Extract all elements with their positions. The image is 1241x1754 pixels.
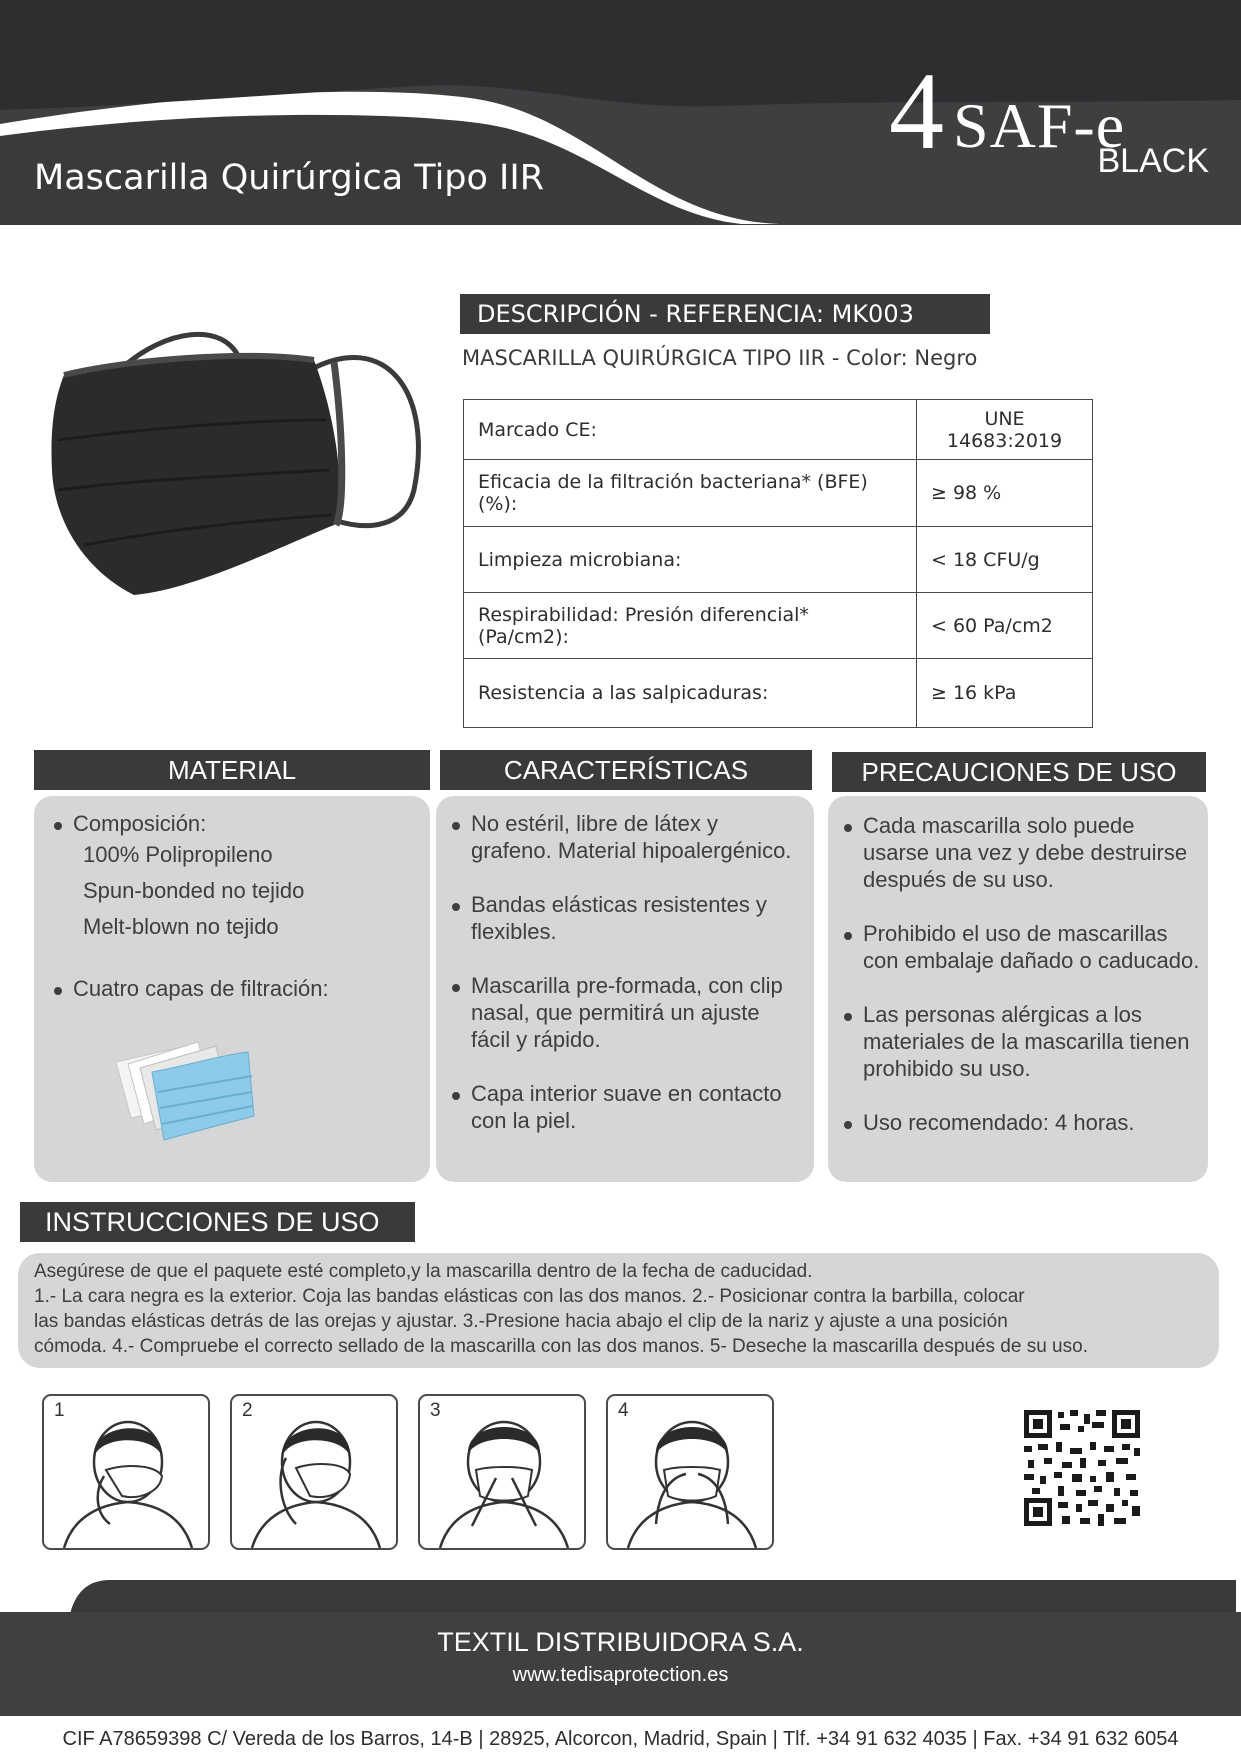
brand-number: 4 — [889, 50, 944, 172]
spec-label: Limpieza microbiana: — [464, 527, 917, 593]
person-mask-icon — [44, 1396, 210, 1550]
composition-label: Composición: — [73, 811, 207, 836]
layers-label: Cuatro capas de filtración: — [73, 976, 329, 1001]
bullet-icon — [844, 1121, 852, 1129]
mask-product-image — [44, 320, 424, 610]
instruction-line: cómoda. 4.- Compruebe el correcto sellado de la mascarilla con las dos manos. 5- Deseche la mascarilla después de su uso. — [34, 1336, 1088, 1357]
person-mask-icon — [420, 1396, 586, 1550]
bullet-icon — [54, 987, 62, 995]
material-panel — [34, 796, 430, 1182]
step-illustration — [418, 1394, 586, 1550]
composition-line: Spun-bonded no tejido — [83, 878, 305, 903]
spec-row — [464, 400, 1093, 460]
bullet-icon — [452, 822, 460, 830]
instruction-line: Asegúrese de que el paquete esté completo,y la mascarilla dentro de la fecha de caducidad. — [34, 1261, 813, 1282]
page-title: Mascarilla Quirúrgica Tipo IIR — [34, 158, 545, 198]
company-name: TEXTIL DISTRIBUIDORA S.A. — [437, 1627, 804, 1657]
bullet-icon — [54, 822, 62, 830]
spec-label: Respirabilidad: Presión diferencial* (Pa/cm2): — [464, 593, 917, 659]
person-mask-icon — [232, 1396, 398, 1550]
spec-row — [464, 593, 1093, 659]
list-item — [48, 975, 416, 1002]
step-number: 3 — [430, 1400, 441, 1421]
characteristic-text: No estéril, libre de látex y grafeno. Material hipoalergénico. — [471, 811, 792, 863]
instruction-line: 1.- La cara negra es la exterior. Coja las bandas elásticas con las dos manos. 2.- Posicionar contra la barbilla, colocar — [34, 1286, 1025, 1307]
list-item — [838, 812, 1204, 893]
company-address: CIF A78659398 C/ Vereda de los Barros, 14-B | 28925, Alcorcon, Madrid, Spain | Tlf. +34 91 632 4035 | Fax. +34 91 632 6054 — [62, 1728, 1179, 1750]
characteristic-text: Capa interior suave en contacto con la piel. — [471, 1081, 782, 1133]
list-item — [446, 1080, 802, 1134]
precaution-text: Uso recomendado: 4 horas. — [863, 1110, 1135, 1135]
precautions-title: PRECAUCIONES DE USO — [832, 752, 1206, 792]
spec-value: UNE 14683:2019 — [917, 400, 1093, 460]
spec-label: Resistencia a las salpicaduras: — [464, 659, 917, 728]
list-item — [446, 810, 802, 864]
step-illustration — [230, 1394, 398, 1550]
step-illustration — [606, 1394, 774, 1550]
product-subtitle: MASCARILLA QUIRÚRGICA TIPO IIR - Color: Negro — [462, 346, 978, 370]
list-item — [446, 972, 802, 1053]
precaution-text: Cada mascarilla solo puede usarse una vez y debe destruirse después de su uso. — [863, 813, 1188, 892]
step-number: 4 — [618, 1400, 629, 1421]
bullet-icon — [452, 1092, 460, 1100]
step-number: 1 — [54, 1400, 65, 1421]
specs-table — [463, 399, 1093, 728]
bullet-icon — [452, 984, 460, 992]
step-illustration — [42, 1394, 210, 1550]
characteristics-panel — [436, 796, 814, 1182]
spec-value: ≥ 98 % — [917, 460, 1093, 527]
instructions-title: INSTRUCCIONES DE USO — [20, 1202, 415, 1242]
step-number: 2 — [242, 1400, 253, 1421]
spec-row — [464, 659, 1093, 728]
characteristics-title: CARACTERÍSTICAS — [440, 750, 812, 790]
bullet-icon — [452, 903, 460, 911]
bullet-icon — [844, 1013, 852, 1021]
filter-layers-image — [106, 1032, 256, 1142]
list-item — [838, 920, 1204, 974]
description-bar: DESCRIPCIÓN - REFERENCIA: MK003 — [460, 294, 990, 334]
instruction-line: las bandas elásticas detrás de las orejas y ajustar. 3.-Presione hacia abajo el clip de la nariz y ajuste a una posición — [34, 1311, 1008, 1332]
spec-value: ≥ 16 kPa — [917, 659, 1093, 728]
qr-code-icon — [1022, 1408, 1142, 1528]
list-item — [838, 1001, 1204, 1082]
spec-row — [464, 527, 1093, 593]
spec-value: < 60 Pa/cm2 — [917, 593, 1093, 659]
instructions-panel — [18, 1253, 1219, 1368]
list-item — [48, 810, 416, 837]
brand-logo — [889, 50, 1209, 186]
characteristic-text: Bandas elásticas resistentes y flexibles. — [471, 892, 767, 944]
characteristic-text: Mascarilla pre-formada, con clip nasal, que permitirá un ajuste fácil y rápido. — [471, 973, 783, 1052]
spec-label: Eficacia de la filtración bacteriana* (BFE) (%): — [464, 460, 917, 527]
spec-label: Marcado CE: — [464, 400, 917, 460]
composition-line: 100% Polipropileno — [83, 842, 273, 867]
brand-name: SAF-e — [953, 90, 1126, 161]
person-mask-icon — [608, 1396, 774, 1550]
footer-swoosh — [70, 1578, 1236, 1614]
precaution-text: Las personas alérgicas a los materiales de la mascarilla tienen prohibido su uso. — [863, 1002, 1190, 1081]
bullet-icon — [844, 824, 852, 832]
material-title: MATERIAL — [34, 750, 430, 790]
spec-row — [464, 460, 1093, 527]
list-item — [446, 891, 802, 945]
spec-value: < 18 CFU/g — [917, 527, 1093, 593]
precautions-panel — [828, 796, 1208, 1182]
composition-line: Melt-blown no tejido — [83, 914, 279, 939]
list-item — [838, 1109, 1204, 1136]
precaution-text: Prohibido el uso de mascarillas con embalaje dañado o caducado. — [863, 921, 1200, 973]
bullet-icon — [844, 932, 852, 940]
brand-line: BLACK — [1097, 142, 1209, 180]
website-link[interactable]: www.tedisaprotection.es — [512, 1664, 729, 1686]
